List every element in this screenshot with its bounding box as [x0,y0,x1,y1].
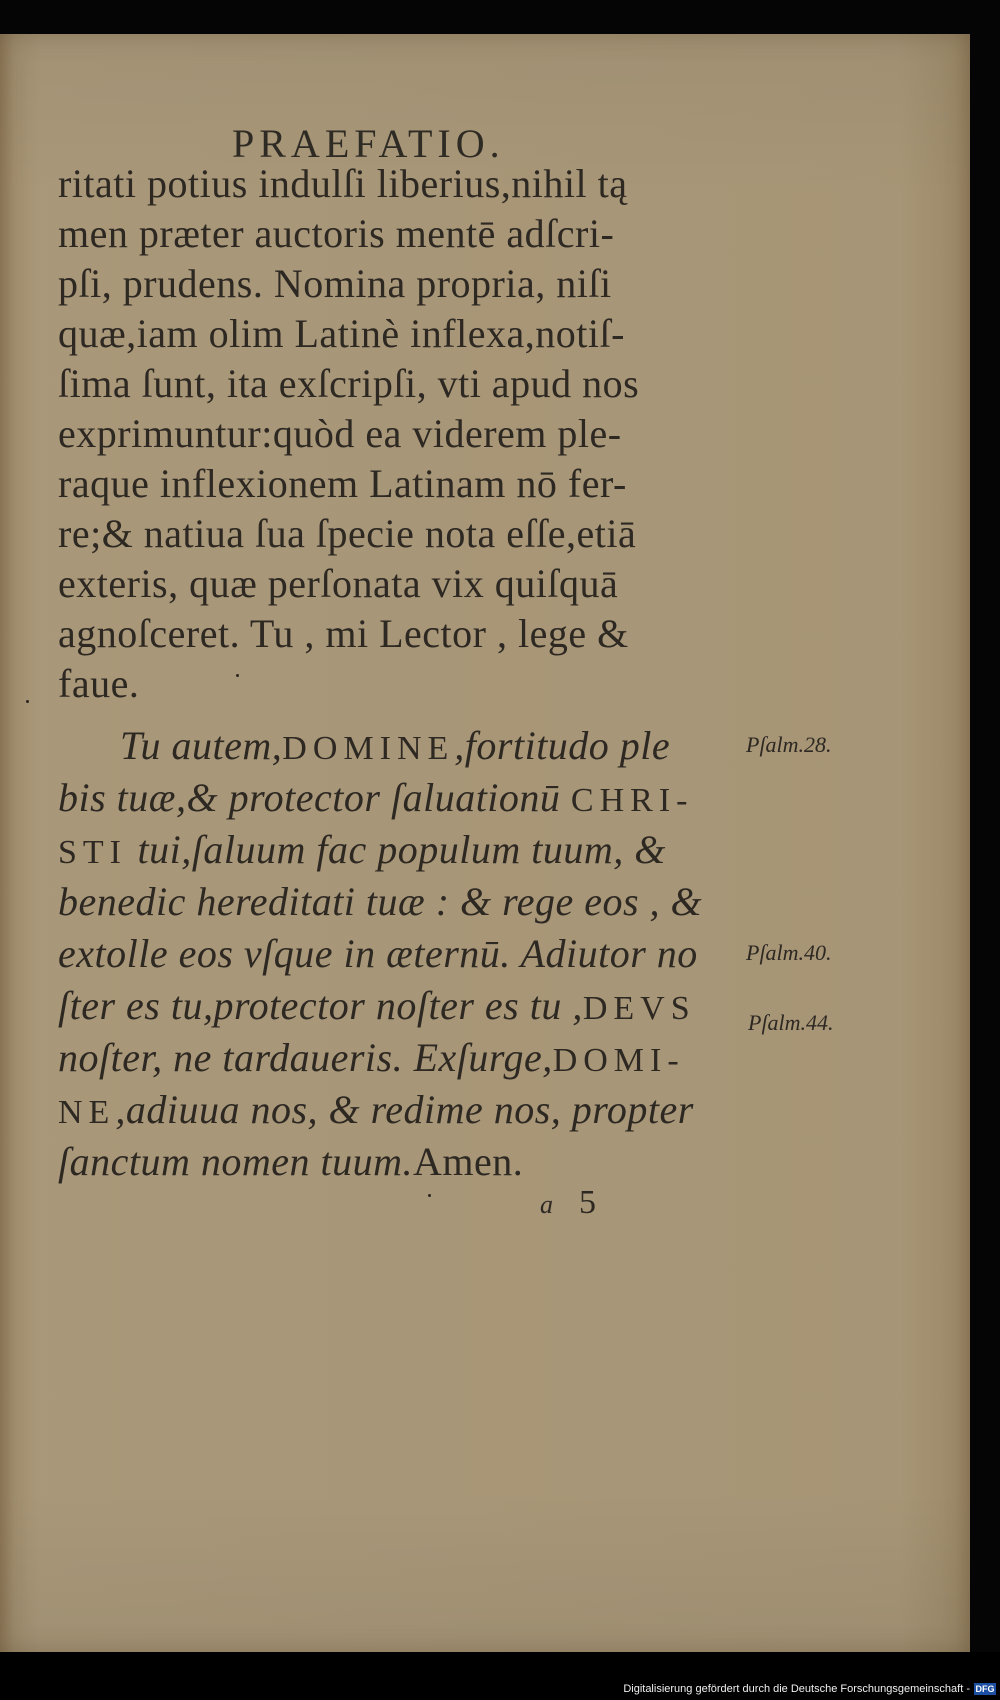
body-line: ſima ſunt, ita exſcripſi, vti apud nos [58,361,640,406]
body-line: exprimuntur:quòd ea viderem ple- [58,411,622,456]
signature-mark [540,1184,596,1222]
prayer-caps: DEVS [582,990,696,1027]
body-line: quæ,iam olim Latinè inflexa,notiſ- [58,311,625,356]
footer-credit: Digitalisierung gefördert durch die Deutsche Forschungsgemeinschaft - [623,1683,970,1695]
prayer-italic: tui,ſaluum fac populum tuum, & [127,827,666,872]
prayer-line [58,930,698,977]
prayer-caps: DOMI- [552,1042,685,1079]
prayer-line [58,982,696,1029]
dfg-logo: DFG [975,1684,995,1694]
prayer-italic: ſanctum nomen tuum. [58,1139,414,1184]
body-line: pſi, prudens. Nomina propria, niſi [58,261,612,306]
body-line: ritati potius indulſi liberius,nihil tą [58,161,628,206]
prayer-caps: NE [58,1094,116,1131]
prayer-line [58,1034,685,1081]
prayer-italic: ſter es tu,protector noſter es tu , [58,983,583,1028]
book-page [0,34,970,1652]
prayer-line [58,1086,694,1133]
body-line: raque inflexionem Latinam nō fer- [58,461,627,506]
body-line: agnoſceret. Tu , mi Lector , lege & [58,611,629,656]
prayer-italic: benedic hereditati tuæ : & rege eos , & [58,879,703,924]
prayer-roman: Amen. [413,1139,524,1184]
signature-glyph: a [540,1190,553,1219]
body-line: re;& natiua ſua ſpecie nota eſſe,etiā [58,511,637,556]
prayer-caps: DOMINE [282,730,455,767]
prayer-line [120,722,670,769]
prayer-caps: CHRI- [570,782,694,819]
prayer-italic: noſter, ne tardaueris. Exſurge, [58,1035,553,1080]
margin-note-psalm-28: Pſalm.28. [746,732,832,757]
prayer-italic: extolle eos vſque in æternū. Adiutor no [58,931,698,976]
print-speck [236,674,239,677]
margin-note-psalm-40: Pſalm.40. [746,940,832,965]
body-line: exteris, quæ perſonata vix quiſquā [58,561,619,606]
prayer-line [58,774,693,821]
margin-note-psalm-44: Pſalm.44. [748,1010,834,1035]
body-line: faue. [58,661,140,706]
prayer-italic: ,fortitudo ple [454,723,671,768]
print-speck [428,1194,431,1197]
prayer-caps: STI [58,834,127,871]
prayer-italic: bis tuæ,& protector ſaluationū [58,775,571,820]
prayer-line [58,878,702,925]
prayer-line [58,826,666,873]
prayer-italic: ,adiuua nos, & redime nos, propter [115,1087,694,1132]
print-speck [26,700,29,703]
body-line: men præter auctoris mentē adſcri- [58,211,615,256]
prayer-italic: Tu autem, [120,723,283,768]
prayer-line [58,1138,523,1185]
signature-number: 5 [579,1184,596,1221]
running-head: PRAEFATIO. [232,121,505,166]
